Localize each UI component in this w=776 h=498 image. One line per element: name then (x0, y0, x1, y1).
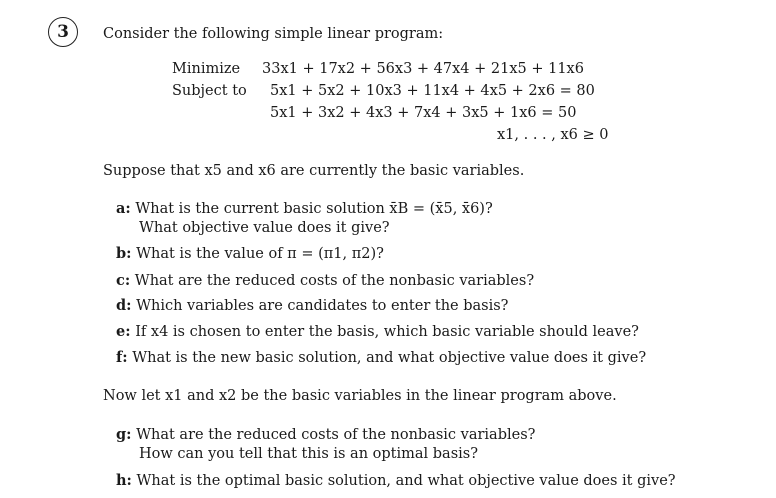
part-label: e: (116, 323, 131, 340)
constraint-2: 5x1 + 3x2 + 4x3 + 7x4 + 3x5 + 1x6 = 50 (270, 105, 577, 121)
part-f (116, 349, 646, 367)
basis-statement: Suppose that x5 and x6 are currently the basic variables. (103, 163, 525, 179)
part-text: Which variables are candidates to enter the basis? (136, 298, 509, 314)
part-b (116, 245, 384, 263)
part-text: What are the reduced costs of the nonbasic variables? (136, 427, 536, 443)
part-label: f: (116, 349, 128, 366)
part-d (116, 297, 508, 315)
part-label: g: (116, 426, 132, 443)
part-e (116, 323, 639, 341)
part-text: What is the optimal basic solution, and what objective value does it give? (136, 473, 676, 489)
part-text: What is the new basic solution, and what objective value does it give? (132, 350, 647, 366)
objective-keyword: Minimize (172, 61, 241, 77)
part-g (116, 426, 535, 444)
problem-intro: Consider the following simple linear program: (103, 26, 444, 42)
part-text: What are the reduced costs of the nonbasic variables? (134, 273, 535, 289)
part-label: a: (116, 200, 131, 217)
part-label: c: (116, 272, 131, 289)
part-c (116, 272, 534, 290)
nonnegativity: x1, . . . , x6 ≥ 0 (497, 127, 609, 143)
part-text: If x4 is chosen to enter the basis, which basic variable should leave? (135, 324, 639, 340)
part-g-line2: How can you tell that this is an optimal basis? (139, 446, 478, 462)
part-text: What is the current basic solution x̄B = (x̄5, x̄6)? (135, 201, 493, 217)
part-a-line2: What objective value does it give? (139, 220, 390, 236)
constraint-1: 5x1 + 5x2 + 10x3 + 11x4 + 4x5 + 2x6 = 80 (270, 83, 595, 99)
part-text: What is the value of π = (π1, π2)? (136, 246, 384, 262)
part-label: h: (116, 472, 132, 489)
part-h (116, 472, 676, 490)
constraints-keyword: Subject to (172, 83, 247, 99)
second-basis-statement: Now let x1 and x2 be the basic variables in the linear program above. (103, 388, 617, 404)
problem-number-badge: 3 (48, 17, 78, 47)
objective-expression: 33x1 + 17x2 + 56x3 + 47x4 + 21x5 + 11x6 (262, 61, 584, 77)
part-a (116, 200, 493, 218)
part-label: d: (116, 297, 132, 314)
part-label: b: (116, 245, 132, 262)
